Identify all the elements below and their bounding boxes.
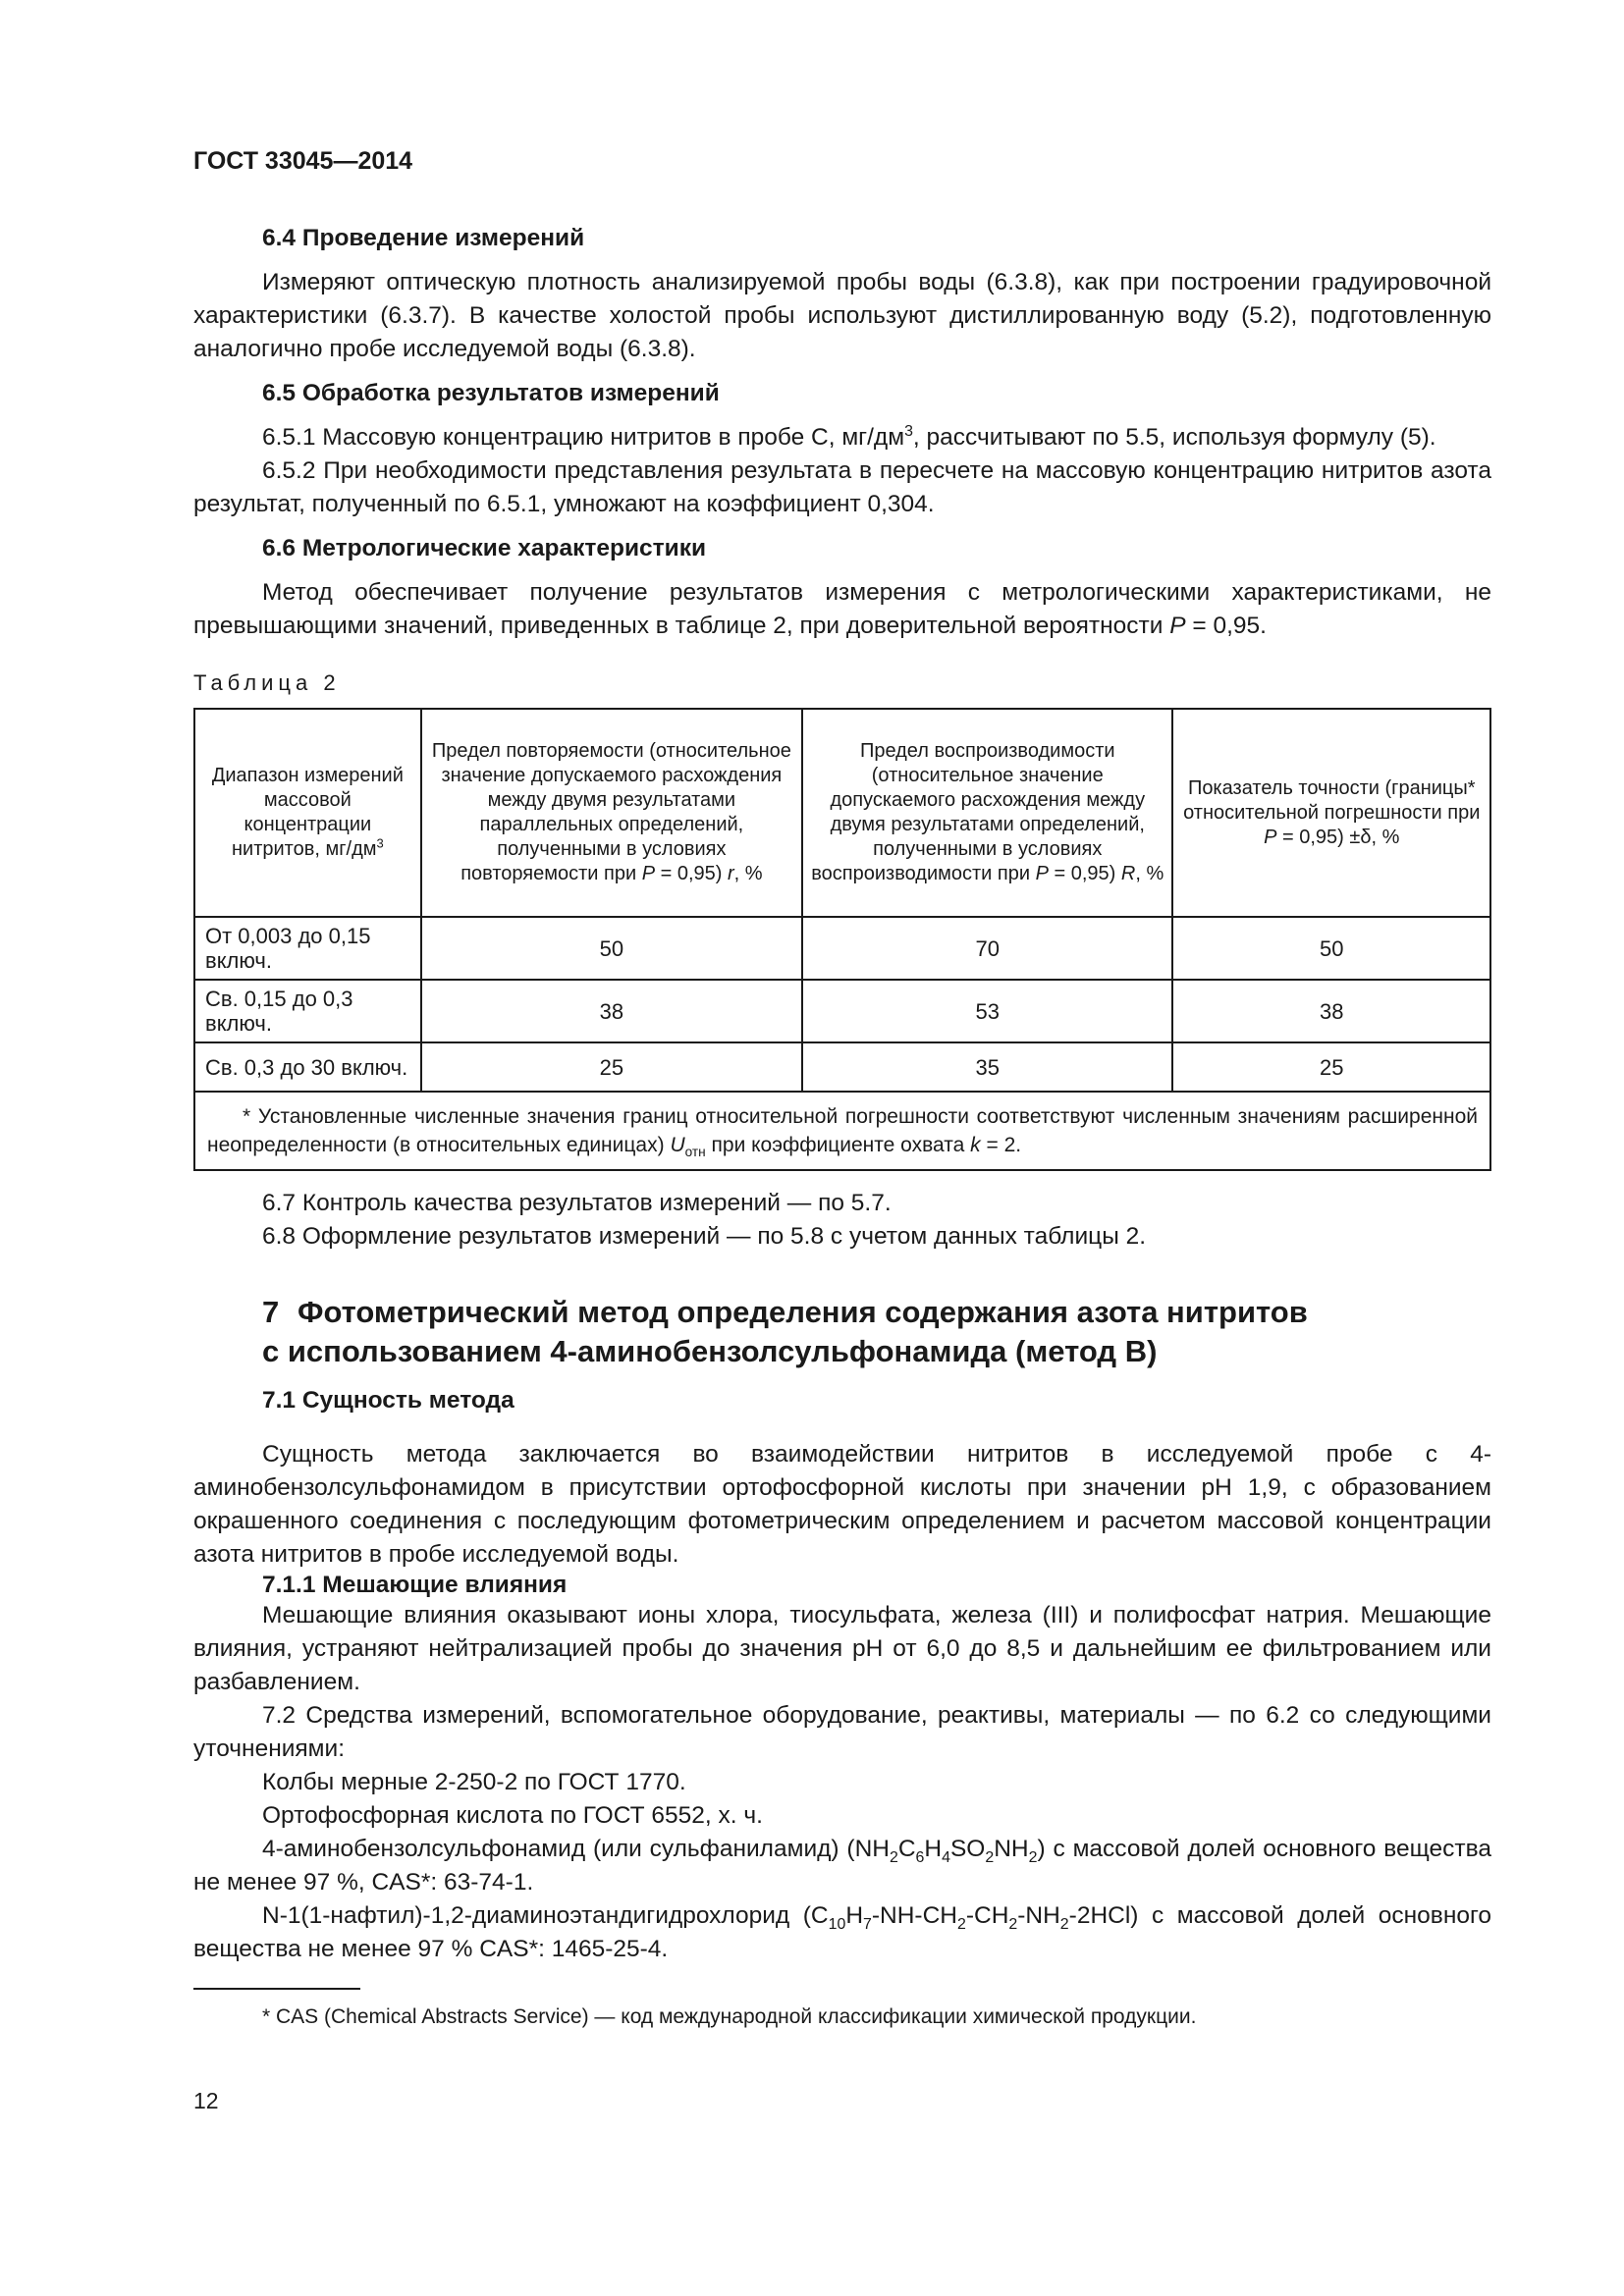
- table-row: [194, 1042, 1490, 1092]
- cell-R: 35: [802, 1042, 1172, 1092]
- cell-R: 53: [802, 980, 1172, 1042]
- section-6-8-text: 6.8 Оформление результатов измерений — по 5.8 с учетом данных таблицы 2.: [262, 1223, 1147, 1250]
- section-6-6-title: 6.6 Метрологические характеристики: [262, 535, 707, 561]
- table-header-row: [194, 709, 1490, 917]
- cell-delta: 25: [1172, 1042, 1490, 1092]
- table-row: [194, 917, 1490, 980]
- cell-delta: 50: [1172, 917, 1490, 980]
- cell-r: 50: [421, 917, 802, 980]
- header-accuracy: Показатель точности (границы* относительной погрешности при P = 0,95) ±δ, %: [1172, 709, 1490, 917]
- section-7-1-1-title: 7.1.1 Мешающие влияния: [262, 1572, 568, 1598]
- footnote-separator: [193, 1988, 360, 1990]
- cell-range: Св. 0,3 до 30 включ.: [194, 1042, 421, 1092]
- cell-R: 70: [802, 917, 1172, 980]
- item-naphthyl-reagent: N-1(1-нафтил)-1,2-диаминоэтандигидрохлорид $(C_{10}H_7-NH-CH_2-CH_2-NH_2-2HCl)$ с массовой долей основного вещества не менее 97 % CAS*: 1465-25-4.: [193, 1902, 1491, 1962]
- item-sulfanilamide: 4-аминобензолсульфонамид (или сульфаниламид) $(NH_2C_6H_4SO_2NH_2)$ с массовой долей основного вещества не менее 97 %, CAS*: 63-74-1.: [193, 1836, 1491, 1896]
- cell-r: 38: [421, 980, 802, 1042]
- cell-range: Св. 0,15 до 0,3 включ.: [194, 980, 421, 1042]
- section-6-4-text: Измеряют оптическую плотность анализируемой пробы воды (6.3.8), как при построении градуировочной характеристики (6.3.7). В качестве холостой пробы используют дистиллированную воду (5.2), подготовленную аналогично пробе исследуемой воды (6.3.8).: [193, 269, 1491, 362]
- cell-r: 25: [421, 1042, 802, 1092]
- cell-range: От 0,003 до 0,15 включ.: [194, 917, 421, 980]
- header-range: Диапазон измерений массовой концентрации нитритов, $мг/дм^3$: [194, 709, 421, 917]
- section-6-6-text: Метод обеспечивает получение результатов измерения с метрологическими характеристиками, не превышающими значений, приведенных в таблице 2, при доверительной вероятности P = 0,95.: [193, 579, 1491, 639]
- page-number: 12: [193, 2088, 219, 2113]
- section-7-2-text: 7.2 Средства измерений, вспомогательное оборудование, реактивы, материалы — по 6.2 со следующими уточнениями:: [193, 1702, 1491, 1762]
- section-6-7-text: 6.7 Контроль качества результатов измерений — по 5.7.: [262, 1190, 892, 1216]
- section-6-4-title: 6.4 Проведение измерений: [262, 225, 585, 251]
- section-7-1-title: 7.1 Сущность метода: [262, 1387, 514, 1414]
- item-flasks: Колбы мерные 2-250-2 по ГОСТ 1770.: [262, 1769, 686, 1795]
- cell-delta: 38: [1172, 980, 1490, 1042]
- section-6-5-title: 6.5 Обработка результатов измерений: [262, 380, 720, 406]
- section-7-title: 7 Фотометрический метод определения содержания азота нитритов с использованием 4-аминобензолсульфонамида (метод В): [262, 1295, 1308, 1368]
- item-orthophosphoric-acid: Ортофосфорная кислота по ГОСТ 6552, х. ч.: [262, 1802, 763, 1829]
- section-6-5-1-text: 6.5.1 Массовую концентрацию нитритов в пробе С, $мг/дм^3$, рассчитывают по 5.5, используя формулу (5).: [262, 422, 1436, 451]
- section-7-1-1-text: Мешающие влияния оказывают ионы хлора, тиосульфата, железа (III) и полифосфат натрия. Мешающие влияния, устраняют нейтрализацией пробы до значения рН от 6,0 до 8,5 и дальнейшим ее фильтрованием или разбавлением.: [193, 1602, 1491, 1695]
- header-repeatability: Предел повторяемости (относительное значение допускаемого расхождения между двумя результатами параллельных определений, полученными в условиях повторяемости при P = 0,95) r, %: [421, 709, 802, 917]
- table-note: * Установленные численные значения границ относительной погрешности соответствуют численным значениям расширенной неопределенности (в относительных единицах) $U_{отн}$ при коэффициенте охвата k = 2.: [194, 1092, 1490, 1170]
- table-row: [194, 980, 1490, 1042]
- section-6-5-2-text: 6.5.2 При необходимости представления результата в пересчете на массовую концентрацию нитритов азота результат, полученный по 6.5.1, умножают на коэффициент 0,304.: [193, 457, 1491, 517]
- document-header: ГОСТ 33045—2014: [193, 147, 413, 175]
- section-7-1-text: Сущность метода заключается во взаимодействии нитритов в исследуемой пробе с 4-аминобензолсульфонамидом в присутствии ортофосфорной кислоты при значении рН 1,9, с образованием окрашенного соединения с последующим фотометрическим определением и расчетом массовой концентрации азота нитритов в пробе исследуемой воды.: [193, 1441, 1491, 1568]
- header-reproducibility: Предел воспроизводимости (относительное значение допускаемого расхождения между двумя результатами определений, полученными в условиях воспроизводимости при P = 0,95) R, %: [802, 709, 1172, 917]
- table-2-caption: Таблица 2: [193, 670, 341, 695]
- table-note-row: [194, 1092, 1490, 1170]
- footnote: * CAS (Chemical Abstracts Service) — код международной классификации химической продукции.: [262, 2005, 1197, 2028]
- table-2: [193, 708, 1491, 1171]
